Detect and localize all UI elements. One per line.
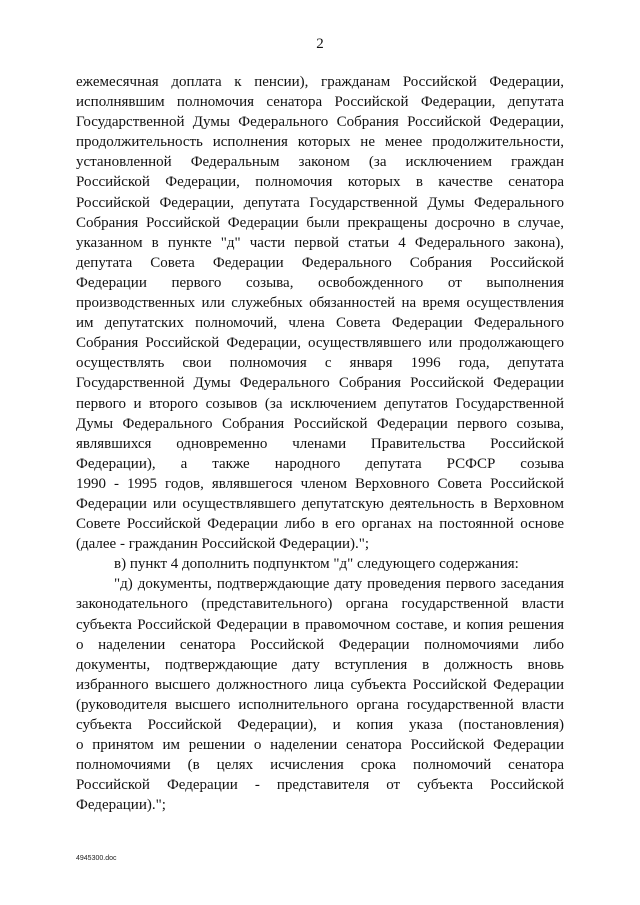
text-line: им депутатских полномочий, члена Совета Федерации Федерального: [76, 315, 564, 332]
body-text: [76, 72, 564, 815]
text-line: в) пункт 4 дополнить подпунктом "д" следующего содержания:: [114, 556, 519, 573]
text-line: ежемесячная доплата к пенсии), гражданам Российской Федерации,: [76, 74, 564, 90]
text-line: Собрания Российской Федерации, осуществлявшего или продолжающего: [76, 335, 564, 352]
text-line: продолжительность исполнения которых не менее продолжительности,: [76, 134, 564, 151]
text-line: Федерации или осуществлявшего депутатскую деятельность в Верховном: [76, 495, 564, 512]
text-line: Федерации первого созыва, освобожденного от выполнения: [76, 274, 564, 291]
text-line: субъекта Российской Федерации в правомочном составе, и копия решения: [76, 616, 564, 633]
text-line: законодательного (представительного) органа государственной власти: [76, 596, 564, 613]
text-line: документы, подтверждающие дату вступления в должность вновь: [76, 656, 564, 673]
text-line: указанном в пункте "д" части первой статьи 4 Федерального закона),: [76, 234, 564, 251]
text-line: являвшихся одновременно членами Правительства Российской: [76, 435, 564, 452]
text-line: исполнявшим полномочия сенатора Российской Федерации, депутата: [76, 94, 564, 111]
text-line: о принятом им решении о наделении сенатора Российской Федерации: [76, 737, 564, 754]
text-line: (далее - гражданин Российской Федерации).";: [76, 536, 370, 553]
text-line: первого и второго созывов (за исключением депутатов Государственной: [76, 395, 564, 412]
text-line: избранного высшего должностного лица субъекта Российской Федерации: [76, 676, 564, 693]
text-line: Собрания Российской Федерации были прекращены досрочно в случае,: [76, 214, 564, 231]
text-line: о наделении сенатора Российской Федерации полномочиями либо: [76, 636, 564, 653]
text-line: (руководителя высшего исполнительного органа государственной власти: [76, 696, 564, 713]
text-line: полномочиями (в целях исчисления срока полномочий сенатора: [76, 757, 564, 774]
text-line: 1990 - 1995 годов, являвшегося членом Верховного Совета Российской: [76, 475, 564, 492]
text-line: Федерации).";: [76, 797, 166, 814]
page-number: 2: [316, 36, 324, 52]
text-line: Федерации), а также народного депутата РСФСР созыва: [76, 455, 564, 472]
text-line: субъекта Российской Федерации), и копия указа (постановления): [76, 717, 564, 733]
text-line: установленной Федеральным законом (за исключением граждан: [76, 154, 564, 171]
text-line: Российской Федерации, полномочия которых в качестве сенатора: [76, 174, 564, 191]
text-line: "д) документы, подтверждающие дату проведения первого заседания: [114, 576, 564, 593]
text-line: Государственной Думы Федерального Собрания Российской Федерации: [76, 375, 564, 392]
text-line: производственных или служебных обязанностей на время осуществления: [76, 295, 564, 312]
text-line: осуществлять свои полномочия с января 1996 года, депутата: [76, 355, 564, 372]
document-file-code: 4945300.doc: [76, 855, 117, 862]
text-line: Государственной Думы Федерального Собрания Российской Федерации,: [76, 114, 564, 131]
text-line: Думы Федерального Собрания Российской Федерации первого созыва,: [76, 415, 564, 432]
text-line: Совете Российской Федерации либо в его органах на постоянной основе: [76, 516, 564, 533]
text-line: депутата Совета Федерации Федерального Собрания Российской: [76, 254, 564, 271]
text-line: Российской Федерации, депутата Государственной Думы Федерального: [76, 194, 564, 211]
text-line: Российской Федерации - представителя от субъекта Российской: [76, 777, 564, 794]
